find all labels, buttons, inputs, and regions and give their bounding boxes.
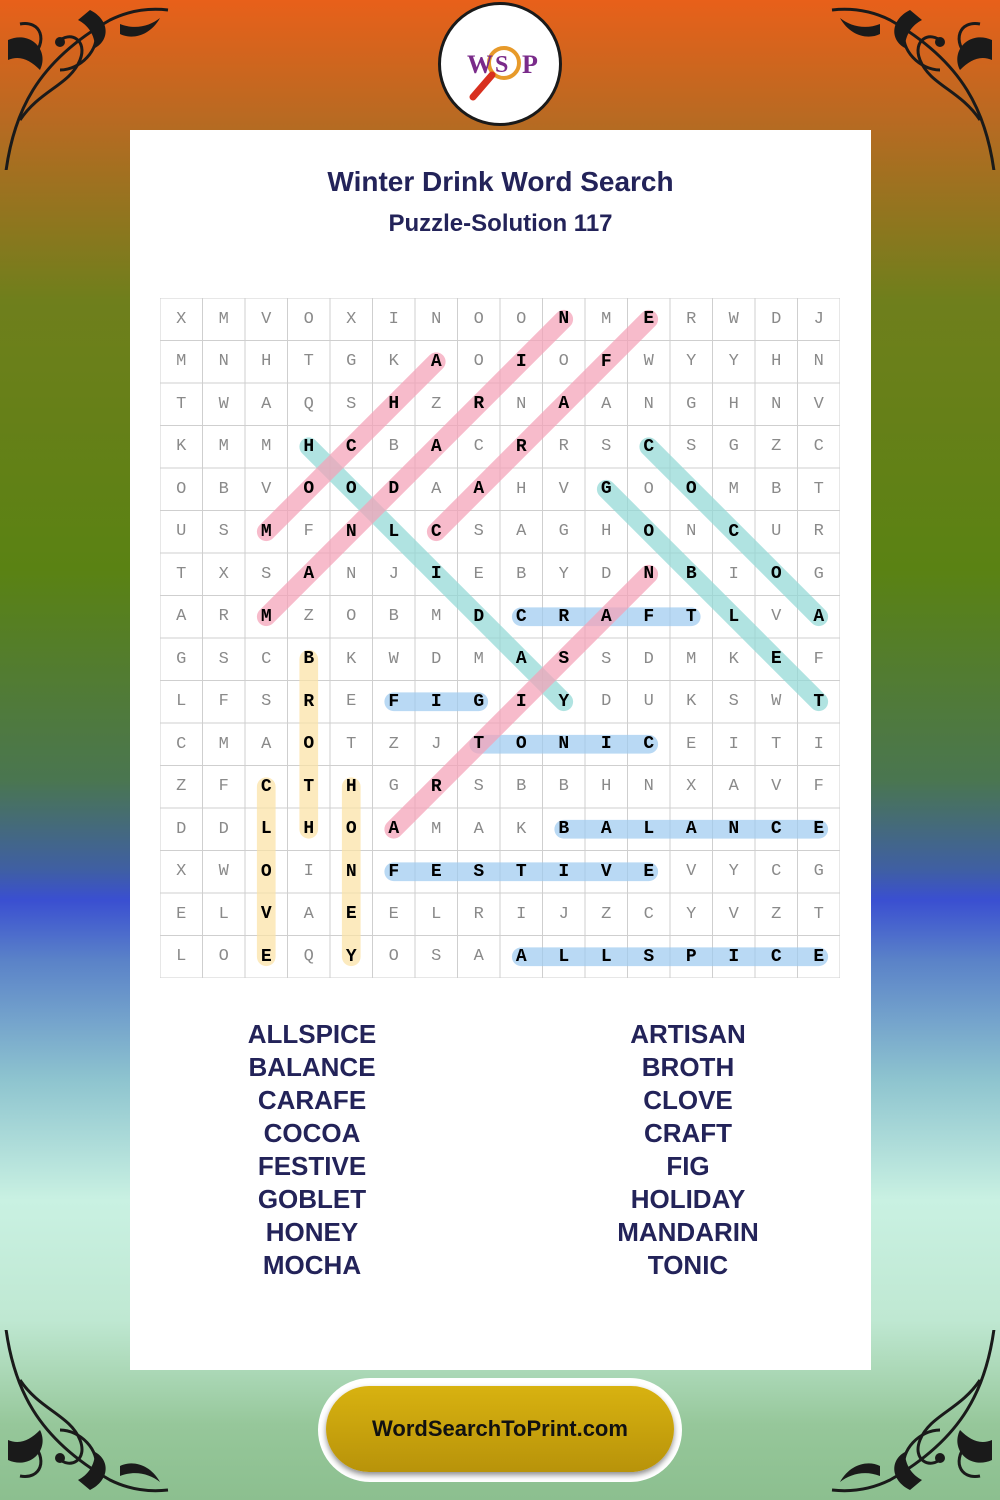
grid-cell[interactable]: G — [473, 691, 485, 712]
grid-cell[interactable]: A — [261, 394, 272, 414]
grid-cell[interactable]: C — [770, 819, 782, 840]
grid-cell[interactable]: K — [516, 819, 527, 839]
grid-cell[interactable]: R — [558, 437, 569, 457]
page-subtitle: Puzzle-Solution 117 — [388, 210, 613, 237]
grid-cell[interactable]: O — [303, 309, 314, 329]
grid-cell[interactable]: Z — [176, 777, 187, 797]
grid-cell[interactable]: N — [813, 352, 824, 372]
grid-cell[interactable]: R — [558, 606, 570, 627]
grid-cell[interactable]: I — [516, 904, 527, 924]
grid-cell[interactable]: J — [388, 564, 399, 584]
site-name: WordSearchToPrint.com — [372, 1416, 628, 1441]
grid-cell[interactable]: E — [686, 734, 697, 754]
grid-cell[interactable]: L — [728, 606, 740, 627]
grid-cell[interactable]: L — [218, 904, 229, 924]
grid-cell[interactable]: D — [643, 649, 654, 669]
grid-cell[interactable]: B — [388, 607, 399, 627]
grid-cell[interactable]: C — [813, 437, 824, 457]
grid-cell[interactable]: W — [643, 352, 654, 372]
grid-cell[interactable]: Q — [303, 947, 314, 967]
grid-cell[interactable]: S — [431, 947, 442, 967]
grid-cell[interactable]: M — [218, 309, 229, 329]
grid-cell[interactable]: M — [601, 309, 612, 329]
grid-cell[interactable]: B — [558, 777, 569, 797]
grid-cell[interactable]: A — [473, 479, 485, 500]
word-list-item: FESTIVE — [257, 1151, 367, 1181]
grid-cell[interactable]: I — [558, 861, 570, 882]
grid-cell[interactable]: C — [770, 946, 782, 967]
grid-cell[interactable]: W — [771, 692, 782, 712]
word-list-right — [538, 1018, 838, 1282]
word-list-item: CARAFE — [257, 1085, 367, 1115]
grid-cell[interactable]: O — [260, 861, 272, 882]
grid-cell[interactable]: A — [515, 649, 527, 670]
grid-cell[interactable]: P — [685, 946, 697, 967]
grid-cell[interactable]: S — [643, 946, 655, 967]
grid-cell[interactable]: M — [218, 734, 229, 754]
grid-cell[interactable]: T — [813, 479, 824, 499]
letter-grid — [160, 298, 840, 978]
grid-cell[interactable]: C — [515, 606, 527, 627]
grid-cell[interactable]: O — [303, 479, 315, 500]
grid-cell[interactable]: I — [430, 564, 442, 585]
grid-cell[interactable]: A — [303, 904, 314, 924]
grid-cell[interactable]: H — [303, 436, 315, 457]
page-title: Winter Drink Word Search — [327, 166, 674, 197]
grid-cell[interactable]: N — [771, 394, 782, 414]
grid-cell[interactable]: M — [431, 607, 442, 627]
grid-cell[interactable]: A — [515, 946, 527, 967]
logo-letter-w: W — [467, 50, 493, 79]
grid-cell[interactable]: R — [430, 776, 442, 797]
grid-cell[interactable]: A — [430, 351, 442, 372]
grid-cell[interactable]: D — [601, 564, 612, 584]
grid-cell[interactable]: V — [771, 777, 782, 797]
grid-cell[interactable]: U — [771, 522, 782, 542]
grid-cell[interactable]: A — [430, 436, 442, 457]
grid-cell[interactable]: K — [176, 437, 187, 457]
grid-cell[interactable]: I — [728, 734, 739, 754]
grid-cell[interactable]: M — [728, 479, 739, 499]
grid-cell[interactable]: I — [388, 309, 399, 329]
word-list-item: ALLSPICE — [247, 1019, 377, 1049]
grid-cell[interactable]: R — [473, 904, 484, 924]
grid-cell[interactable]: E — [346, 692, 357, 712]
grid-cell[interactable]: F — [218, 777, 229, 797]
grid-cell[interactable]: H — [261, 352, 272, 372]
grid-cell[interactable]: N — [516, 394, 527, 414]
word-list-item: BALANCE — [248, 1052, 376, 1082]
grid-cell[interactable]: E — [643, 309, 655, 330]
grid-cell[interactable]: D — [388, 479, 400, 500]
grid-cell[interactable]: H — [728, 394, 739, 414]
grid-cell[interactable]: N — [218, 352, 229, 372]
word-list-item: BROTH — [641, 1052, 735, 1082]
grid-cell[interactable]: F — [643, 606, 655, 627]
grid-cell[interactable]: O — [176, 479, 187, 499]
grid-cell[interactable]: N — [643, 777, 654, 797]
grid-cell[interactable]: M — [473, 649, 484, 669]
grid-cell[interactable]: C — [260, 776, 272, 797]
puzzle-sheet — [130, 130, 871, 1370]
grid-cell[interactable]: G — [686, 394, 697, 414]
grid-cell[interactable]: Z — [771, 904, 782, 924]
grid-cell[interactable]: A — [473, 819, 484, 839]
grid-cell[interactable]: S — [218, 522, 229, 542]
grid-cell[interactable]: T — [303, 776, 315, 797]
grid-cell[interactable]: L — [558, 946, 570, 967]
word-list-item: HOLIDAY — [630, 1184, 746, 1214]
logo-letter-s: S — [495, 52, 509, 78]
grid-cell[interactable]: L — [260, 819, 272, 840]
grid-cell[interactable]: V — [261, 309, 272, 329]
grid-cell[interactable]: B — [516, 564, 527, 584]
word-list-left — [162, 1018, 462, 1282]
word-list-item: HONEY — [265, 1217, 359, 1247]
grid-cell[interactable]: C — [473, 437, 484, 457]
grid-cell[interactable]: V — [813, 394, 824, 414]
grid-cell[interactable]: D — [218, 819, 229, 839]
grid-cell[interactable]: B — [388, 437, 399, 457]
grid-cell[interactable]: L — [431, 904, 442, 924]
grid-cell[interactable]: M — [218, 437, 229, 457]
grid-cell[interactable]: H — [303, 819, 315, 840]
grid-cell[interactable]: K — [388, 352, 399, 372]
word-search-grid — [160, 298, 840, 978]
grid-cell[interactable]: O — [643, 521, 655, 542]
grid-cell[interactable]: B — [558, 819, 570, 840]
grid-cell[interactable]: E — [770, 649, 782, 670]
grid-cell[interactable]: N — [686, 522, 697, 542]
grid-cell[interactable]: G — [558, 522, 569, 542]
grid-cell[interactable]: Y — [728, 862, 739, 882]
word-list-item: FIG — [666, 1151, 710, 1181]
grid-cell[interactable]: Z — [601, 904, 612, 924]
grid-cell[interactable]: F — [388, 691, 400, 712]
grid-cell[interactable]: T — [813, 691, 825, 712]
grid-cell[interactable]: N — [558, 734, 570, 755]
grid-cell[interactable]: K — [686, 692, 697, 712]
grid-cell[interactable]: A — [431, 479, 442, 499]
grid-cell[interactable]: S — [346, 394, 357, 414]
grid-cell[interactable]: B — [303, 649, 315, 670]
grid-cell[interactable]: G — [346, 352, 357, 372]
grid-cell[interactable]: L — [643, 819, 655, 840]
grid-cell[interactable]: O — [473, 309, 484, 329]
grid-cell[interactable]: V — [260, 904, 272, 925]
grid-cell[interactable]: D — [473, 606, 485, 627]
grid-cell[interactable]: H — [516, 479, 527, 499]
grid-cell[interactable]: R — [303, 691, 315, 712]
grid-cell[interactable]: O — [303, 734, 315, 755]
grid-cell[interactable]: S — [261, 564, 272, 584]
grid-cell[interactable]: O — [558, 352, 569, 372]
grid-cell[interactable]: M — [261, 437, 272, 457]
grid-cell[interactable]: A — [303, 564, 315, 585]
grid-cell[interactable]: X — [176, 862, 187, 882]
grid-cell[interactable]: W — [388, 649, 399, 669]
grid-cell[interactable]: A — [600, 606, 612, 627]
grid-cell[interactable]: W — [218, 394, 229, 414]
grid-cell[interactable]: S — [473, 522, 484, 542]
grid-cell[interactable]: T — [813, 904, 824, 924]
grid-cell[interactable]: D — [771, 309, 782, 329]
grid-cell[interactable]: V — [728, 904, 739, 924]
grid-cell[interactable]: J — [558, 904, 569, 924]
grid-cell[interactable]: D — [176, 819, 187, 839]
grid-cell[interactable]: V — [558, 479, 569, 499]
grid-cell[interactable]: B — [218, 479, 229, 499]
grid-cell[interactable]: E — [813, 819, 825, 840]
grid-cell[interactable]: I — [515, 351, 527, 372]
grid-cell[interactable]: K — [346, 649, 357, 669]
grid-cell[interactable]: H — [771, 352, 782, 372]
grid-cell[interactable]: G — [728, 437, 739, 457]
grid-cell[interactable]: E — [345, 904, 357, 925]
grid-cell[interactable]: F — [600, 351, 612, 372]
grid-cell[interactable]: R — [515, 436, 527, 457]
site-banner — [318, 1378, 682, 1482]
grid-cell[interactable]: M — [431, 819, 442, 839]
grid-cell[interactable]: C — [430, 521, 442, 542]
grid-cell[interactable]: Z — [388, 734, 399, 754]
grid-cell[interactable]: E — [176, 904, 187, 924]
grid-cell[interactable]: L — [388, 521, 400, 542]
grid-cell[interactable]: G — [600, 479, 612, 500]
grid-cell[interactable]: J — [813, 309, 824, 329]
grid-cell[interactable]: E — [643, 861, 655, 882]
grid-cell[interactable]: V — [771, 607, 782, 627]
word-list-item: COCOA — [263, 1118, 361, 1148]
grid-cell[interactable]: T — [685, 606, 697, 627]
grid-cell[interactable]: R — [473, 394, 485, 415]
grid-cell[interactable]: A — [728, 777, 739, 797]
grid-cell[interactable]: H — [601, 777, 612, 797]
grid-cell[interactable]: S — [601, 649, 612, 669]
grid-cell[interactable]: N — [345, 521, 357, 542]
grid-cell[interactable]: T — [515, 861, 527, 882]
grid-cell[interactable]: A — [600, 819, 612, 840]
logo-letter-p: P — [522, 50, 538, 79]
grid-cell[interactable]: F — [813, 777, 824, 797]
grid-cell[interactable]: I — [303, 862, 314, 882]
grid-cell[interactable]: M — [686, 649, 697, 669]
grid-cell[interactable]: H — [601, 522, 612, 542]
grid-cell[interactable]: N — [643, 564, 655, 585]
grid-cell[interactable]: C — [771, 862, 782, 882]
grid-cell[interactable]: A — [813, 606, 825, 627]
grid-cell[interactable]: A — [261, 734, 272, 754]
grid-cell[interactable]: M — [260, 606, 272, 627]
grid-cell[interactable]: G — [813, 564, 824, 584]
grid-cell[interactable]: V — [686, 862, 697, 882]
grid-cell[interactable]: O — [643, 479, 654, 499]
grid-cell[interactable]: I — [728, 564, 739, 584]
grid-cell[interactable]: O — [770, 564, 782, 585]
grid-cell[interactable]: T — [771, 734, 782, 754]
grid-cell[interactable]: I — [430, 691, 442, 712]
grid-cell[interactable]: X — [218, 564, 229, 584]
grid-cell[interactable]: D — [431, 649, 442, 669]
grid-cell[interactable]: F — [388, 861, 400, 882]
grid-cell[interactable]: T — [346, 734, 357, 754]
grid-cell[interactable]: F — [218, 692, 229, 712]
grid-cell[interactable]: E — [430, 861, 442, 882]
grid-cell[interactable]: E — [260, 946, 272, 967]
grid-cell[interactable]: Y — [345, 946, 357, 967]
magnifier-icon — [441, 5, 559, 123]
grid-cell[interactable]: Z — [771, 437, 782, 457]
grid-cell[interactable]: E — [388, 904, 399, 924]
grid-cell[interactable]: N — [643, 394, 654, 414]
grid-cell[interactable]: R — [686, 309, 697, 329]
grid-cell[interactable]: S — [261, 692, 272, 712]
grid-cell[interactable]: T — [176, 564, 187, 584]
grid-cell[interactable]: A — [516, 522, 527, 542]
grid-cell[interactable]: N — [345, 861, 357, 882]
grid-cell[interactable]: F — [303, 522, 314, 542]
grid-cell[interactable]: V — [261, 479, 272, 499]
grid-cell[interactable]: Y — [558, 564, 569, 584]
grid-cell[interactable]: A — [473, 947, 484, 967]
grid-cell[interactable]: Y — [686, 352, 697, 372]
word-list-item: TONIC — [647, 1250, 729, 1280]
grid-cell[interactable]: G — [388, 777, 399, 797]
grid-cell[interactable]: O — [345, 819, 357, 840]
grid-cell[interactable]: O — [515, 734, 527, 755]
grid-cell[interactable]: S — [473, 777, 484, 797]
grid-cell[interactable]: W — [728, 309, 739, 329]
grid-cell[interactable]: L — [600, 946, 612, 967]
word-list-item: CLOVE — [643, 1085, 733, 1115]
grid-cell[interactable]: S — [601, 437, 612, 457]
grid-cell[interactable]: O — [516, 309, 527, 329]
grid-cell[interactable]: R — [218, 607, 229, 627]
grid-cell[interactable]: N — [346, 564, 357, 584]
grid-cell[interactable]: B — [685, 564, 697, 585]
grid-cell[interactable]: A — [685, 819, 697, 840]
grid-cell[interactable]: S — [686, 437, 697, 457]
grid-cell[interactable]: I — [728, 946, 740, 967]
word-list-item: CRAFT — [643, 1118, 733, 1148]
word-list-item: MOCHA — [262, 1250, 362, 1280]
grid-cell[interactable]: C — [728, 521, 740, 542]
grid-cell[interactable]: B — [771, 479, 782, 499]
grid-cell[interactable]: O — [345, 479, 357, 500]
grid-cell[interactable]: M — [260, 521, 272, 542]
word-list-item: ARTISAN — [630, 1019, 746, 1049]
grid-cell[interactable]: W — [218, 862, 229, 882]
grid-cell[interactable]: Y — [558, 691, 570, 712]
grid-cell[interactable]: C — [643, 436, 655, 457]
grid-cell[interactable]: C — [176, 734, 187, 754]
grid-cell[interactable]: L — [176, 947, 187, 967]
grid-cell[interactable]: N — [558, 309, 570, 330]
grid-cell[interactable]: O — [218, 947, 229, 967]
word-list-item: MANDARIN — [617, 1217, 759, 1247]
grid-cell[interactable]: X — [686, 777, 697, 797]
grid-cell[interactable]: F — [813, 649, 824, 669]
grid-cell[interactable]: X — [176, 309, 187, 329]
grid-cell[interactable]: O — [473, 352, 484, 372]
grid-cell[interactable]: S — [473, 861, 485, 882]
grid-cell[interactable]: C — [261, 649, 272, 669]
grid-cell[interactable]: C — [345, 436, 357, 457]
grid-cell[interactable]: T — [176, 394, 187, 414]
wsp-logo — [438, 2, 562, 126]
grid-cell[interactable]: K — [728, 649, 739, 669]
grid-cell[interactable]: U — [176, 522, 187, 542]
grid-cell[interactable]: I — [813, 734, 824, 754]
grid-cell[interactable]: A — [601, 394, 612, 414]
grid-cell[interactable]: E — [473, 564, 484, 584]
grid-cell[interactable]: Y — [728, 352, 739, 372]
site-link-button[interactable] — [326, 1386, 674, 1472]
grid-cell[interactable]: H — [388, 394, 400, 415]
grid-cell[interactable]: O — [388, 947, 399, 967]
grid-cell[interactable]: J — [431, 734, 442, 754]
grid-cell[interactable]: E — [813, 946, 825, 967]
grid-cell[interactable]: L — [176, 692, 187, 712]
grid-cell[interactable]: G — [176, 649, 187, 669]
grid-cell[interactable]: N — [728, 819, 740, 840]
grid-cell[interactable]: X — [346, 309, 357, 329]
grid-cell[interactable]: O — [685, 479, 697, 500]
grid-cell[interactable]: T — [303, 352, 314, 372]
grid-cell[interactable]: A — [558, 394, 570, 415]
word-list-item: GOBLET — [257, 1184, 367, 1214]
grid-cell[interactable]: U — [643, 692, 654, 712]
grid-cell[interactable]: S — [558, 649, 570, 670]
grid-cell[interactable]: S — [728, 692, 739, 712]
grid-cell[interactable]: A — [388, 819, 400, 840]
grid-cell[interactable]: I — [600, 734, 612, 755]
grid-cell[interactable]: N — [431, 309, 442, 329]
grid-cell[interactable]: M — [176, 352, 187, 372]
grid-cell[interactable]: R — [813, 522, 824, 542]
grid-cell[interactable]: S — [218, 649, 229, 669]
grid-cell[interactable]: C — [643, 904, 654, 924]
grid-cell[interactable]: B — [516, 777, 527, 797]
grid-cell[interactable]: H — [345, 776, 357, 797]
grid-cell[interactable]: T — [473, 734, 485, 755]
grid-cell[interactable]: Z — [303, 607, 314, 627]
grid-cell[interactable]: Q — [303, 394, 314, 414]
grid-cell[interactable]: Z — [431, 394, 442, 414]
grid-cell[interactable]: C — [643, 734, 655, 755]
grid-cell[interactable]: Y — [686, 904, 697, 924]
grid-cell[interactable]: A — [176, 607, 187, 627]
grid-cell[interactable]: I — [515, 691, 527, 712]
grid-cell[interactable]: D — [601, 692, 612, 712]
grid-cell[interactable]: O — [346, 607, 357, 627]
grid-cell[interactable]: V — [600, 861, 612, 882]
grid-cell[interactable]: G — [813, 862, 824, 882]
